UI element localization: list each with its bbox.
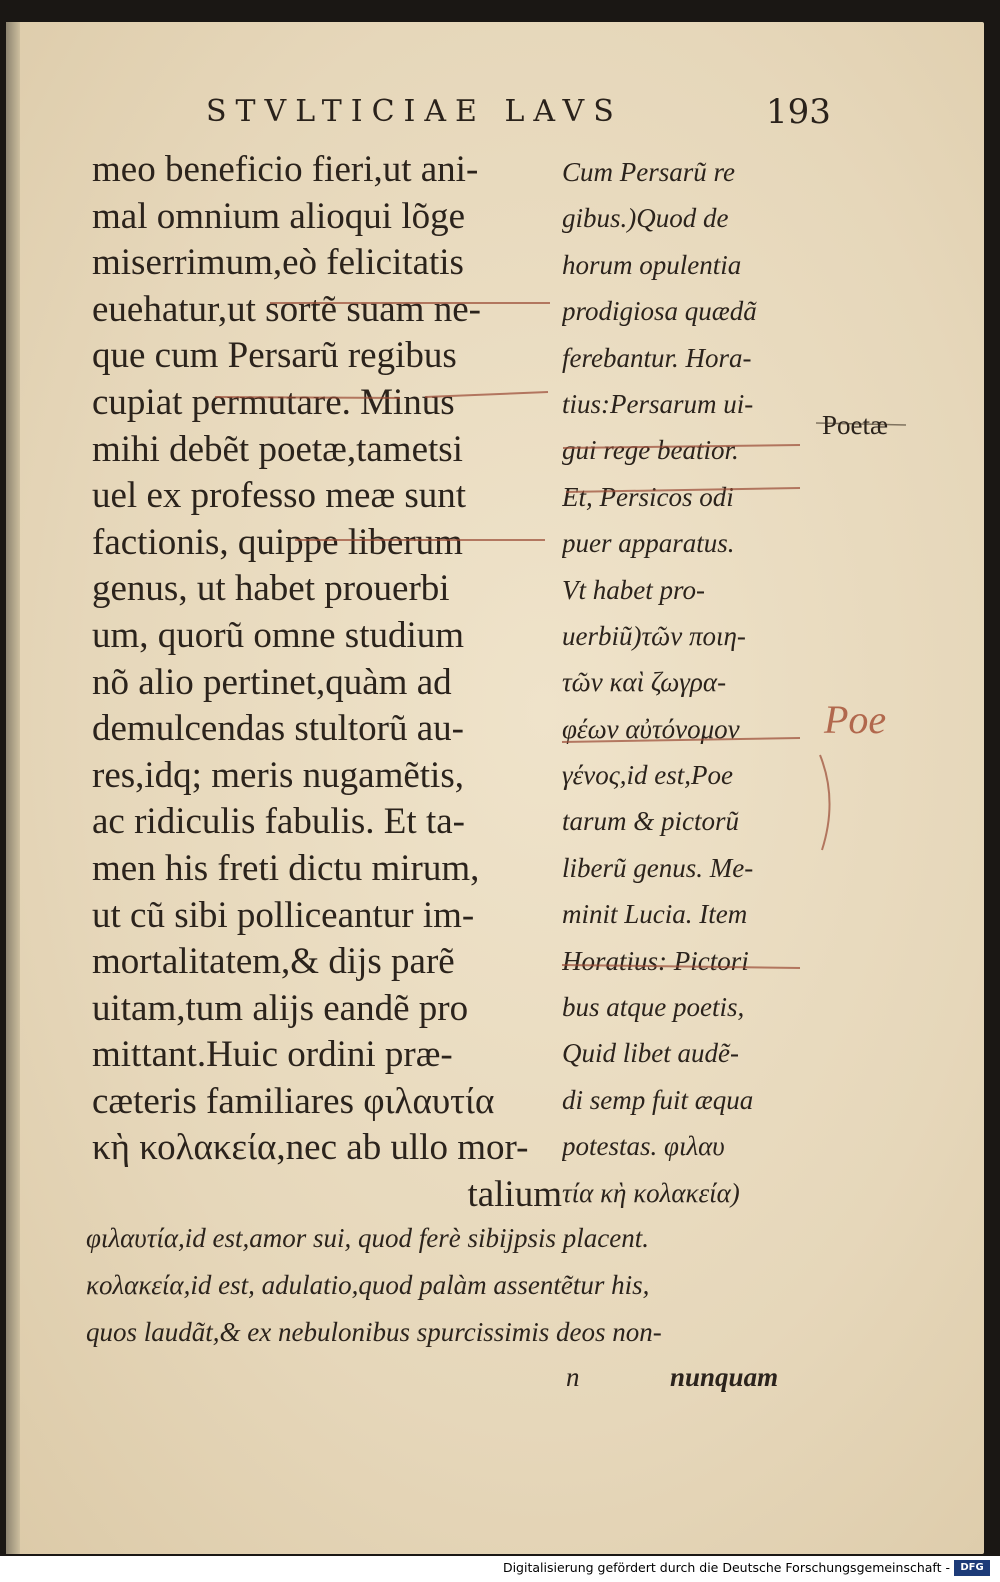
note-line: horum opulentia [562, 249, 742, 280]
note-line: τία κὴ κολακεία) [562, 1177, 740, 1208]
main-line: mal omnium alioqui lõge [92, 195, 466, 237]
note-line: Cum Persarũ re [562, 157, 735, 187]
main-line: κὴ κολακεία,nec ab ullo mor- [92, 1127, 529, 1169]
main-line: factionis, quippe liberum [92, 521, 463, 563]
note-line: Horatius: Pictori [562, 945, 749, 976]
main-line: que cum Persarũ regibus [92, 335, 457, 377]
running-head: STVLTICIAE LAVS [206, 94, 623, 129]
footer-credit: Digitalisierung gefördert durch die Deutsche Forschungsgemeinschaft - [502, 1560, 950, 1575]
note-line: Vt habet pro- [562, 574, 705, 605]
footnote-block [86, 1215, 806, 1356]
main-text-column [92, 147, 562, 1219]
main-line: euehatur,ut sortẽ suam ne- [92, 288, 481, 330]
main-line: miserrimum,eò felicitatis [92, 242, 464, 284]
footnote-line: quos laudãt,& ex nebulonibus spurcissimis deos non- [86, 1317, 662, 1347]
marginal-note-red: Poe [824, 697, 887, 742]
book-page [6, 22, 984, 1554]
note-line: prodigiosa quædã [562, 296, 757, 327]
digitization-footer [0, 1556, 1000, 1582]
main-line: um, quorũ omne studium [92, 614, 465, 656]
main-line: talium [467, 1174, 562, 1216]
note-line: γένος,id est,Poe [562, 760, 733, 791]
main-line: meo beneficio fieri,ut ani- [92, 149, 479, 190]
main-line: mihi debẽt poetæ,tametsi [92, 428, 463, 470]
note-line: τῶν καὶ ζωγρα- [562, 667, 727, 698]
main-line: men his freti dictu mirum, [92, 847, 480, 889]
main-line: cæteris familiares φιλαυτία [92, 1080, 495, 1122]
main-line: demulcendas stultorũ au- [92, 708, 464, 750]
note-line: bus atque poetis, [562, 992, 745, 1023]
footnote-line: κολακεία,id est, adulatio,quod palàm assentẽtur his, [86, 1270, 650, 1300]
note-line: minit Lucia. Item [562, 899, 748, 930]
note-line: puer apparatus. [562, 528, 735, 559]
note-line: ferebantur. Hora- [562, 342, 752, 373]
note-line: gibus.)Quod de [562, 203, 729, 234]
main-line: ac ridiculis fabulis. Et ta- [92, 801, 465, 843]
binding-edge [6, 22, 20, 1554]
main-line: uitam,tum alijs eandẽ pro [92, 987, 469, 1029]
note-line: Quid libet audẽ- [562, 1038, 739, 1069]
note-line: di semp fuit æqua [562, 1084, 754, 1115]
note-line: uerbiũ)τῶν ποιη- [562, 620, 746, 651]
marginal-note-poetae: Poetæ [822, 410, 889, 440]
note-line: tius:Persarum ui- [562, 388, 754, 419]
note-line: liberũ genus. Me- [562, 852, 754, 883]
note-line: potestas. φιλαυ [562, 1131, 725, 1162]
note-line: Et, Persicos odi [562, 481, 734, 512]
catchword: nunquam [670, 1362, 779, 1392]
note-line: tarum & pictorũ [562, 806, 740, 837]
main-line: genus, ut habet prouerbi [92, 568, 450, 610]
main-line: mittant.Huic ordini præ- [92, 1034, 453, 1076]
main-line: res,idq; meris nugamẽtis, [92, 754, 464, 796]
folio-number: 193 [766, 92, 831, 132]
main-line: nõ alio pertinet,quàm ad [92, 661, 452, 703]
main-line: ut cũ sibi polliceantur im- [92, 894, 475, 936]
signature-mark: n [566, 1362, 580, 1392]
footnote-line: φιλαυτία,id est,amor sui, quod ferè sibijpsis placent. [86, 1223, 650, 1253]
note-line: φέων αὐτόνομον [562, 713, 740, 744]
main-line: mortalitatem,& dijs parẽ [92, 941, 455, 983]
main-line: uel ex professo meæ sunt [92, 475, 467, 517]
commentary-column [562, 149, 812, 1216]
note-line: gui rege beatior. [562, 435, 739, 466]
main-line: cupiat permutare. Minus [92, 381, 455, 423]
dfg-logo: DFG [954, 1560, 990, 1576]
